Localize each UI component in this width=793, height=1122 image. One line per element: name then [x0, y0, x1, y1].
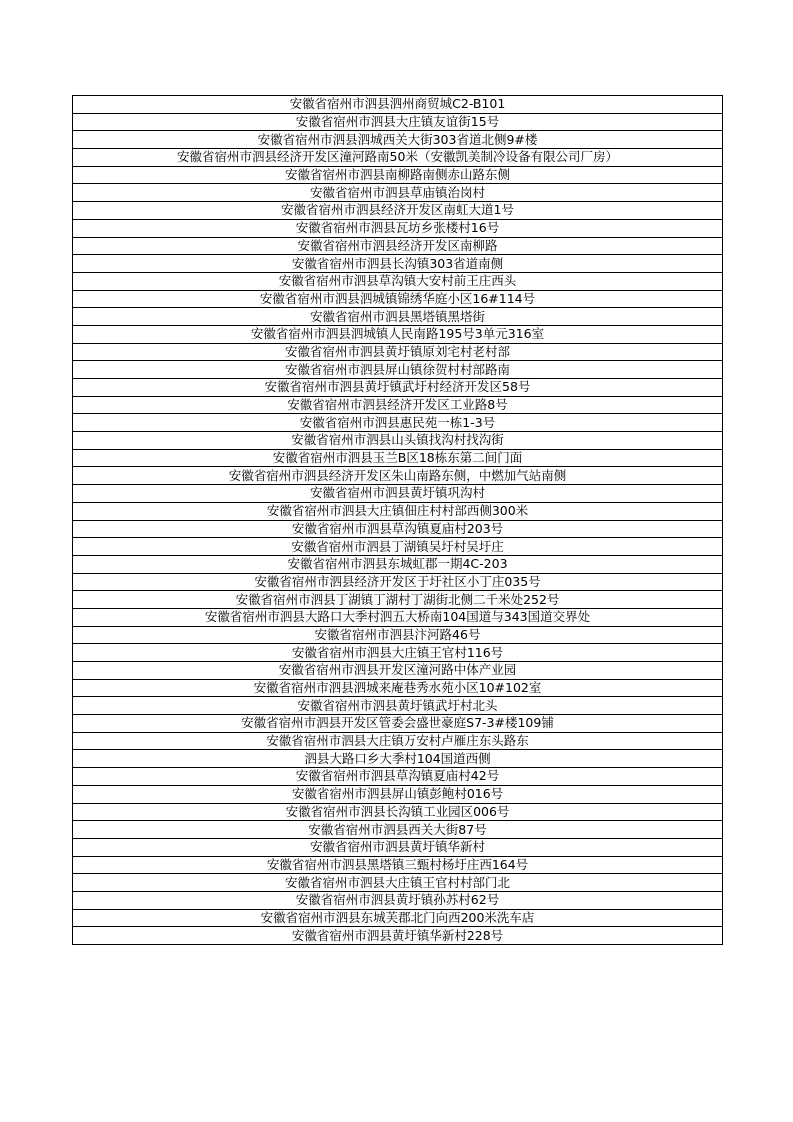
address-cell: 安徽省宿州市泗县泗州商贸城C2-B101 [73, 96, 723, 114]
address-cell: 安徽省宿州市泗县大路口大季村泗五大桥南104国道与343国道交界处 [73, 608, 723, 626]
table-row [73, 396, 723, 414]
table-row [73, 891, 723, 909]
table-row [73, 573, 723, 591]
address-cell: 安徽省宿州市泗县泗城来庵巷秀水苑小区10#102室 [73, 679, 723, 697]
address-cell: 安徽省宿州市泗县南柳路南侧赤山路东侧 [73, 166, 723, 184]
table-row [73, 750, 723, 768]
table-row [73, 732, 723, 750]
address-cell: 安徽省宿州市泗县黑塔镇黑塔街 [73, 308, 723, 326]
address-cell: 安徽省宿州市泗县汴河路46号 [73, 626, 723, 644]
address-cell: 安徽省宿州市泗县玉兰B区18栋东第二间门面 [73, 449, 723, 467]
address-cell: 安徽省宿州市泗县泗城镇锦绣华庭小区16#114号 [73, 290, 723, 308]
table-row [73, 414, 723, 432]
address-table [72, 95, 723, 945]
address-cell: 安徽省宿州市泗县黄圩镇华新村 [73, 838, 723, 856]
address-cell: 安徽省宿州市泗县黄圩镇华新村228号 [73, 927, 723, 945]
address-cell: 安徽省宿州市泗县屏山镇彭鲍村016号 [73, 785, 723, 803]
address-cell: 安徽省宿州市泗县经济开发区南柳路 [73, 237, 723, 255]
address-cell: 安徽省宿州市泗县山头镇找沟村找沟街 [73, 432, 723, 450]
table-row [73, 219, 723, 237]
address-cell: 安徽省宿州市泗县经济开发区潼河路南50米（安徽凯美制冷设备有限公司厂房） [73, 149, 723, 167]
address-cell: 安徽省宿州市泗县草庙镇治岗村 [73, 184, 723, 202]
address-cell: 安徽省宿州市泗县长沟镇303省道南侧 [73, 255, 723, 273]
address-cell: 安徽省宿州市泗县草沟镇夏庙村42号 [73, 768, 723, 786]
address-cell: 安徽省宿州市泗县瓦坊乡张楼村16号 [73, 219, 723, 237]
address-cell: 安徽省宿州市泗县大庄镇王官村116号 [73, 644, 723, 662]
address-cell: 安徽省宿州市泗县开发区潼河路中体产业园 [73, 662, 723, 680]
table-row [73, 149, 723, 167]
address-cell: 泗县大路口乡大季村104国道西侧 [73, 750, 723, 768]
table-row [73, 538, 723, 556]
table-row [73, 379, 723, 397]
table-row [73, 343, 723, 361]
address-cell: 安徽省宿州市泗县草沟镇大安村前王庄西头 [73, 272, 723, 290]
table-row [73, 166, 723, 184]
table-row [73, 361, 723, 379]
address-cell: 安徽省宿州市泗县屏山镇徐贺村村部路南 [73, 361, 723, 379]
table-row [73, 662, 723, 680]
table-row [73, 608, 723, 626]
address-cell: 安徽省宿州市泗县惠民苑一栋1-3号 [73, 414, 723, 432]
table-row [73, 821, 723, 839]
table-row [73, 927, 723, 945]
address-cell: 安徽省宿州市泗县泗城镇人民南路195号3单元316室 [73, 325, 723, 343]
table-row [73, 520, 723, 538]
address-cell: 安徽省宿州市泗县黄圩镇武圩村北头 [73, 697, 723, 715]
table-row [73, 909, 723, 927]
address-cell: 安徽省宿州市泗县经济开发区于圩社区小丁庄035号 [73, 573, 723, 591]
table-row [73, 555, 723, 573]
address-cell: 安徽省宿州市泗县草沟镇夏庙村203号 [73, 520, 723, 538]
address-cell: 安徽省宿州市泗县大庄镇王官村村部门北 [73, 874, 723, 892]
table-row [73, 679, 723, 697]
address-cell: 安徽省宿州市泗县泗城西关大街303省道北侧9#楼 [73, 131, 723, 149]
table-row [73, 272, 723, 290]
address-cell: 安徽省宿州市泗县黄圩镇孙苏村62号 [73, 891, 723, 909]
table-row [73, 325, 723, 343]
table-row [73, 308, 723, 326]
address-cell: 安徽省宿州市泗县黑塔镇三甄村杨圩庄西164号 [73, 856, 723, 874]
address-cell: 安徽省宿州市泗县黄圩镇原刘宅村老村部 [73, 343, 723, 361]
table-row [73, 874, 723, 892]
address-cell: 安徽省宿州市泗县大庄镇万安村卢雁庄东头路东 [73, 732, 723, 750]
table-row [73, 237, 723, 255]
table-row [73, 96, 723, 114]
address-cell: 安徽省宿州市泗县黄圩镇巩沟村 [73, 485, 723, 503]
table-row [73, 803, 723, 821]
table-row [73, 467, 723, 485]
address-cell: 安徽省宿州市泗县长沟镇工业园区006号 [73, 803, 723, 821]
address-cell: 安徽省宿州市泗县大庄镇友谊街15号 [73, 113, 723, 131]
table-row [73, 432, 723, 450]
table-row [73, 485, 723, 503]
address-cell: 安徽省宿州市泗县东城虹郡一期4C-203 [73, 555, 723, 573]
table-row [73, 626, 723, 644]
table-row [73, 856, 723, 874]
address-table-body [73, 96, 723, 945]
address-cell: 安徽省宿州市泗县丁湖镇丁湖村丁湖街北侧二千米处252号 [73, 591, 723, 609]
table-row [73, 502, 723, 520]
address-cell: 安徽省宿州市泗县开发区管委会盛世豪庭S7-3#楼109铺 [73, 715, 723, 733]
table-row [73, 785, 723, 803]
address-cell: 安徽省宿州市泗县经济开发区工业路8号 [73, 396, 723, 414]
table-row [73, 255, 723, 273]
address-cell: 安徽省宿州市泗县东城芙郡北门向西200米洗车店 [73, 909, 723, 927]
address-cell: 安徽省宿州市泗县黄圩镇武圩村经济开发区58号 [73, 379, 723, 397]
table-row [73, 113, 723, 131]
address-cell: 安徽省宿州市泗县经济开发区朱山南路东侧，中燃加气站南侧 [73, 467, 723, 485]
table-row [73, 202, 723, 220]
table-row [73, 697, 723, 715]
table-row [73, 644, 723, 662]
table-row [73, 290, 723, 308]
table-row [73, 131, 723, 149]
table-row [73, 449, 723, 467]
address-cell: 安徽省宿州市泗县大庄镇佃庄村村部西侧300米 [73, 502, 723, 520]
table-row [73, 838, 723, 856]
address-cell: 安徽省宿州市泗县西关大街87号 [73, 821, 723, 839]
table-row [73, 591, 723, 609]
table-row [73, 768, 723, 786]
table-row [73, 184, 723, 202]
address-cell: 安徽省宿州市泗县经济开发区南虹大道1号 [73, 202, 723, 220]
table-row [73, 715, 723, 733]
address-cell: 安徽省宿州市泗县丁湖镇吴圩村吴圩庄 [73, 538, 723, 556]
